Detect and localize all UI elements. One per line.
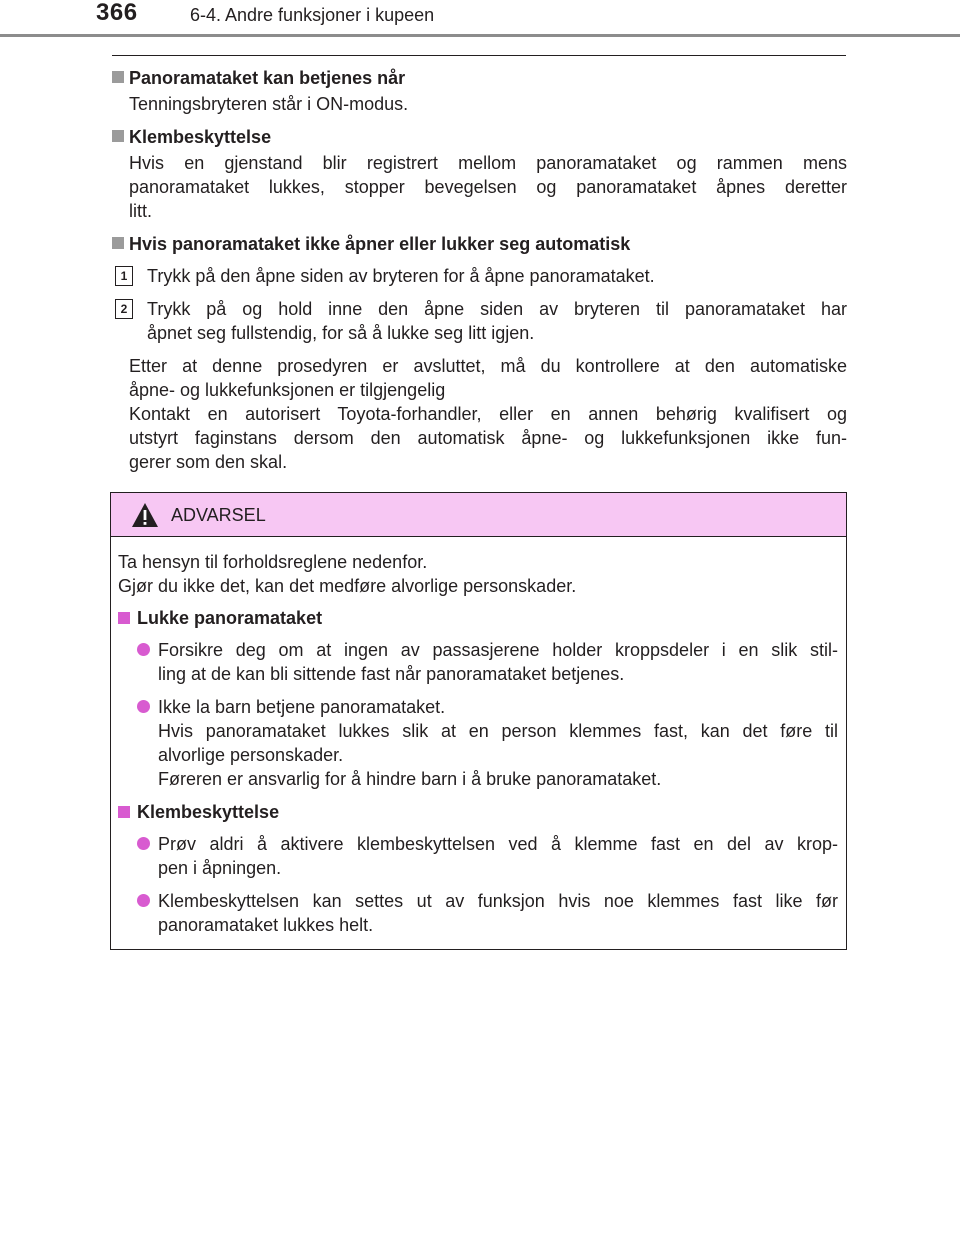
square-bullet-icon [112, 130, 124, 142]
warning-bullet: Klembeskyttelsen kan settes ut av funksjon hvis noe klemmes fast like før panoramataket lukkes helt. [118, 889, 838, 937]
warning-subheading: Lukke panoramataket [118, 606, 838, 630]
warning-bullet: Ikke la barn betjene panoramataket. Hvis panoramataket lukkes slik at en person klemmes fast, kan det føre til alvorlige personskader. Føreren er ansvarlig for å hindre barn i å bruke panoramataket. [118, 695, 838, 791]
warning-box [110, 492, 847, 950]
warning-triangle-icon [131, 502, 159, 528]
warning-bullet: Forsikre deg om at ingen av passasjerene holder kroppsdeler i en slik stil- ling at de kan bli sittende fast når panoramataket betjenes. [118, 638, 838, 686]
square-bullet-icon [112, 237, 124, 249]
step-number-badge: 1 [115, 266, 133, 286]
main-content [112, 66, 847, 474]
step-item: 2 Trykk på og hold inne den åpne siden av bryteren til panoramataket har åpnet seg fullstendig, for så å lukke seg litt igjen. [112, 297, 847, 345]
square-bullet-icon [112, 71, 124, 83]
section-heading: Klembeskyttelse [112, 125, 847, 149]
section-text: Tenningsbryteren står i ON-modus. [129, 94, 409, 114]
section-text: Hvis en gjenstand blir registrert mellom panoramataket og rammen mens panoramataket lukkes, stopper bevegelsen og panoramataket åpnes deretter litt. [129, 153, 847, 221]
section-text: Etter at denne prosedyren er avsluttet, må du kontrollere at den automatiske åpne- og lukkefunksjonen er tilgjengelig Kontakt en autorisert Toyota-forhandler, eller en annen behørig kvalifisert og utstyrt faginstans dersom den automatisk åpne- og lukkefunksjonen ikke fun- gerer som den skal. [129, 356, 847, 472]
square-bullet-icon [118, 612, 130, 624]
header-rule [0, 34, 960, 37]
round-bullet-icon [137, 894, 150, 907]
section-top-rule [112, 55, 846, 56]
warning-bullet: Prøv aldri å aktivere klembeskyttelsen ved å klemme fast en del av krop- pen i åpningen. [118, 832, 838, 880]
chapter-title: 6-4. Andre funksjoner i kupeen [190, 5, 435, 25]
warning-subheading: Klembeskyttelse [118, 800, 838, 824]
square-bullet-icon [118, 806, 130, 818]
warning-header [111, 493, 846, 537]
warning-intro: Ta hensyn til forholdsreglene nedenfor. Gjør du ikke det, kan det medføre alvorlige personskader. [118, 552, 577, 596]
round-bullet-icon [137, 643, 150, 656]
warning-title: ADVARSEL [171, 505, 266, 525]
section-heading: Hvis panoramataket ikke åpner eller lukker seg automatisk [112, 232, 847, 256]
page-number: 366 [96, 0, 138, 26]
step-number-badge: 2 [115, 299, 133, 319]
warning-body [111, 537, 846, 937]
step-item: 1 Trykk på den åpne siden av bryteren for å åpne panoramataket. [112, 264, 847, 288]
round-bullet-icon [137, 837, 150, 850]
round-bullet-icon [137, 700, 150, 713]
section-heading: Panoramataket kan betjenes når [112, 66, 847, 90]
